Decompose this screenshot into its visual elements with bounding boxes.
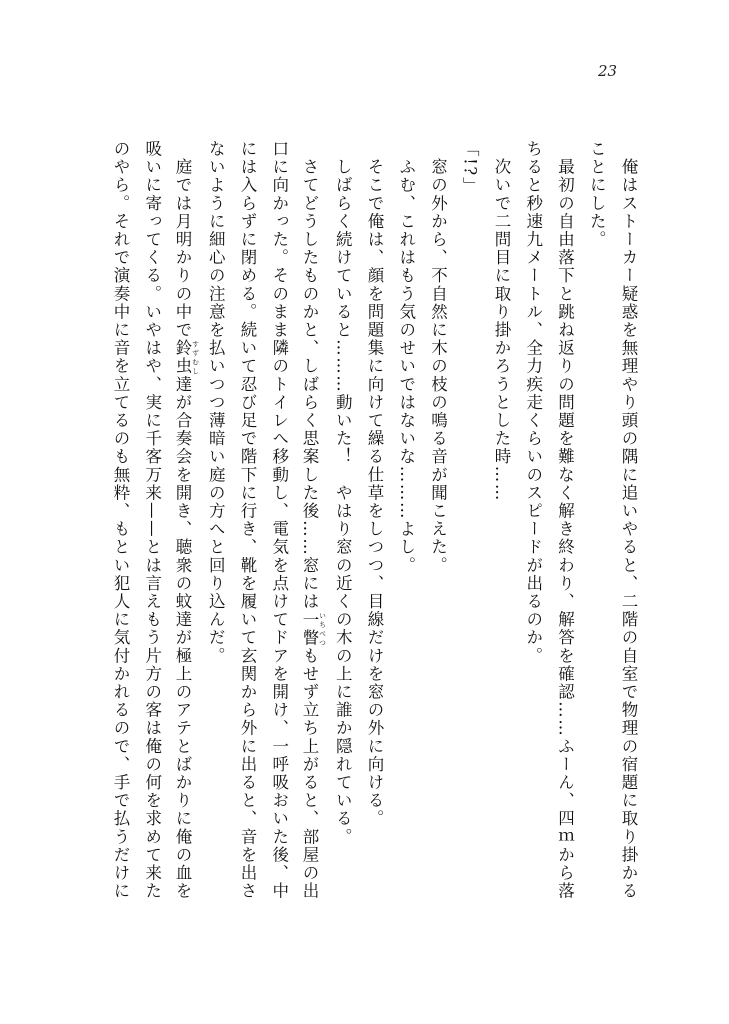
text-segment: 「!?」 bbox=[460, 140, 480, 195]
text-line bbox=[549, 140, 581, 920]
ruby-annotation bbox=[300, 610, 327, 647]
text-segment: ないように細心の注意を払いつつ薄暗い庭の方へと回り込んだ。 bbox=[206, 140, 226, 665]
text-line bbox=[517, 140, 549, 920]
text-line bbox=[168, 140, 200, 920]
text-segment: 最初の自由落下と跳ね返りの問題を難なく解き終わり、解答を確認……ふーん、四ｍから落 bbox=[555, 140, 575, 901]
text-segment: 次いで二問目に取り掛かろうとした時…… bbox=[492, 140, 511, 502]
text-segment: には入らずに閉める。続いて忍び足で階下に行き、靴を履いて玄関から外に出ると、音を出さ bbox=[238, 140, 257, 901]
text-segment: さてどうしたものかと、しばらく思案した後……窓には bbox=[300, 140, 319, 611]
text-segment: しばらく続けていると………動いた！ やはり窓の近くの木の上に誰か隠れている。 bbox=[333, 140, 353, 846]
text-segment: ことにした。 bbox=[587, 140, 607, 249]
text-segment: ふむ、これはもう気のせいではないな………よし。 bbox=[396, 140, 416, 575]
text-line bbox=[199, 140, 231, 920]
vertical-text-body bbox=[104, 140, 644, 920]
page-number: 23 bbox=[598, 62, 618, 80]
text-segment: 俺はストーカー疑惑を無理やり頭の隅に追いやると、二階の自室で物理の宿題に取り掛かる bbox=[619, 140, 638, 901]
ruby-reading: いちべつ bbox=[318, 610, 327, 647]
text-line bbox=[326, 140, 358, 920]
ruby-reading: すずむし bbox=[191, 339, 200, 376]
text-line bbox=[104, 140, 136, 920]
text-line bbox=[485, 140, 517, 920]
text-line bbox=[390, 140, 422, 920]
text-line bbox=[612, 140, 644, 920]
ruby-base: 一瞥 bbox=[300, 610, 319, 647]
text-line bbox=[136, 140, 168, 920]
text-segment: 口に向かった。そのまま隣のトイレへ移動し、電気を点けてドアを開け、一呼吸おいた後、中 bbox=[269, 140, 289, 901]
text-segment: 吸いに寄ってくる。いやはや、実に千客万来——とは言えもう片方の客は俺の何を求めて来た bbox=[142, 140, 162, 901]
text-line bbox=[422, 140, 454, 920]
text-segment: そこで俺は、顔を問題集に向けて繰る仕草をしつつ、目線だけを窓の外に向ける。 bbox=[365, 140, 384, 828]
ruby-annotation bbox=[173, 339, 200, 376]
text-line bbox=[295, 140, 327, 920]
text-line bbox=[231, 140, 263, 920]
text-segment: のやら。それで演奏中に音を立てるのも無粋、もとい犯人に気付かれるので、手で払うだけに bbox=[111, 140, 130, 901]
text-line bbox=[453, 140, 485, 920]
text-segment: もせず立ち上がると、部屋の出 bbox=[300, 646, 319, 901]
text-line bbox=[263, 140, 295, 920]
text-segment: 達が合奏会を開き、聴衆の蚊達が極上のアテとばかりに俺の血を bbox=[173, 375, 192, 901]
text-segment: 庭では月明かりの中で bbox=[173, 140, 192, 340]
ruby-base: 鈴虫 bbox=[173, 339, 192, 376]
text-segment: ちると秒速九メートル、全力疾走くらいのスピードが出るのか。 bbox=[523, 140, 543, 665]
text-segment: 窓の外から、不自然に木の枝の鳴る音が聞こえた。 bbox=[428, 140, 448, 575]
text-line bbox=[580, 140, 612, 920]
text-line bbox=[358, 140, 390, 920]
